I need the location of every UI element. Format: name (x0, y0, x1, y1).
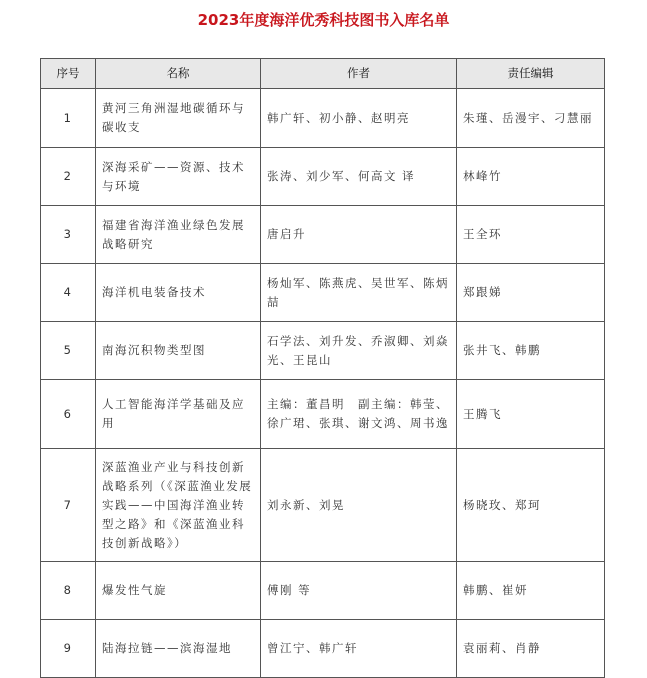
row-number: 6 (41, 380, 96, 449)
book-authors: 张涛、刘少军、何高文 译 (261, 148, 457, 206)
row-number: 3 (41, 206, 96, 264)
row-number: 2 (41, 148, 96, 206)
table-row (41, 380, 605, 449)
book-editors: 郑跟娣 (457, 264, 605, 322)
book-authors: 石学法、刘升发、乔淑卿、刘焱光、王昆山 (261, 322, 457, 380)
book-name: 深蓝渔业产业与科技创新战略系列（《深蓝渔业发展实践——中国海洋渔业转型之路》和《深蓝渔业科技创新战略》） (96, 449, 261, 562)
book-editors: 朱瑾、岳漫宇、刁慧丽 (457, 89, 605, 148)
book-editors: 袁丽莉、肖静 (457, 620, 605, 678)
book-authors: 刘永新、刘晃 (261, 449, 457, 562)
header-editors: 责任编辑 (457, 59, 605, 89)
book-name: 南海沉积物类型图 (96, 322, 261, 380)
book-editors: 王全环 (457, 206, 605, 264)
book-name: 海洋机电装备技术 (96, 264, 261, 322)
book-authors: 杨灿军、陈燕虎、吴世军、陈炳喆 (261, 264, 457, 322)
book-authors: 唐启升 (261, 206, 457, 264)
table-row (41, 206, 605, 264)
row-number: 5 (41, 322, 96, 380)
book-list-table (40, 58, 605, 678)
table-row (41, 620, 605, 678)
book-name: 深海采矿——资源、技术与环境 (96, 148, 261, 206)
header-authors: 作者 (261, 59, 457, 89)
table-row (41, 449, 605, 562)
header-number: 序号 (41, 59, 96, 89)
row-number: 9 (41, 620, 96, 678)
book-editors: 韩鹏、崔妍 (457, 562, 605, 620)
book-editors: 王腾飞 (457, 380, 605, 449)
row-number: 8 (41, 562, 96, 620)
book-editors: 林峰竹 (457, 148, 605, 206)
row-number: 4 (41, 264, 96, 322)
table-row (41, 322, 605, 380)
table-row (41, 148, 605, 206)
table-row (41, 562, 605, 620)
book-editors: 张井飞、韩鹏 (457, 322, 605, 380)
table-header-row (41, 59, 605, 89)
table-row (41, 89, 605, 148)
book-name: 人工智能海洋学基础及应用 (96, 380, 261, 449)
row-number: 7 (41, 449, 96, 562)
row-number: 1 (41, 89, 96, 148)
book-name: 爆发性气旋 (96, 562, 261, 620)
book-authors: 韩广轩、初小静、赵明亮 (261, 89, 457, 148)
book-name: 陆海拉链——滨海湿地 (96, 620, 261, 678)
book-authors: 傅刚 等 (261, 562, 457, 620)
page-title: 2023年度海洋优秀科技图书入库名单 (197, 11, 450, 29)
book-authors: 曾江宁、韩广轩 (261, 620, 457, 678)
book-authors: 主编：董昌明 副主编：韩莹、徐广珺、张琪、谢文鸿、周书逸 (261, 380, 457, 449)
header-name: 名称 (96, 59, 261, 89)
table-row (41, 264, 605, 322)
book-name: 黄河三角洲湿地碳循环与碳收支 (96, 89, 261, 148)
book-editors: 杨晓玫、郑珂 (457, 449, 605, 562)
book-name: 福建省海洋渔业绿色发展战略研究 (96, 206, 261, 264)
